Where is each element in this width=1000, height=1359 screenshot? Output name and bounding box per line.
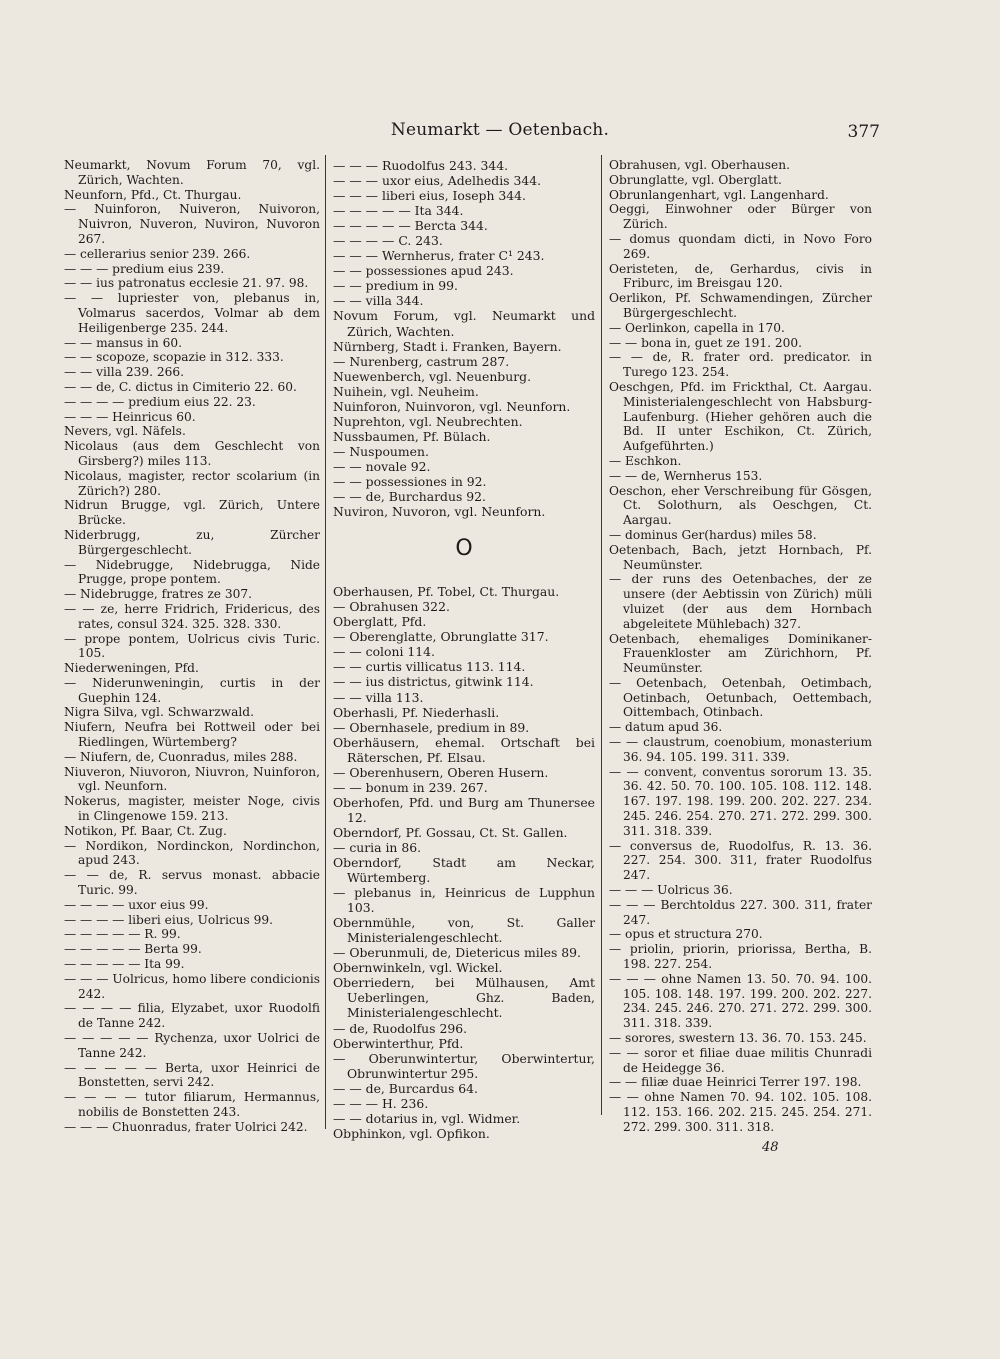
index-entry: Oetenbach, ehemaliges Dominikaner-Frauenkloster am Zürichhorn, Pf. Neumünster.	[609, 631, 872, 676]
index-entry: — — de, Burcardus 64.	[333, 1080, 478, 1096]
index-entry: — cellerarius senior 239. 266.	[64, 246, 251, 261]
signature-mark: 48	[762, 1140, 779, 1155]
index-entry: — priolin, priorin, priorissa, Bertha, B. 198. 227. 254.	[609, 942, 872, 972]
index-entry: — — — Uolricus 36.	[609, 883, 733, 898]
index-entry: — plebanus in, Heinricus de Lupphun 103.	[333, 885, 595, 916]
index-entry: Nevers, vgl. Näfels.	[64, 424, 186, 439]
index-entry: — — predium in 99.	[333, 278, 458, 294]
index-entry: — Niufern, de, Cuonradus, miles 288.	[64, 749, 298, 764]
index-entry: Nuewenberch, vgl. Neuenburg.	[333, 368, 532, 384]
index-entry: Nicolaus, magister, rector scolarium (in Zürich?) 280.	[64, 468, 320, 498]
index-entry: Oberriedern, bei Mülhausen, Amt Ueberlingen, Ghz. Baden, Ministerialengeschlecht.	[333, 975, 595, 1021]
running-header: Neumarkt — Oetenbach.	[390, 120, 610, 140]
index-entry: Nuprehton, vgl. Neubrechten.	[333, 413, 523, 429]
column-divider	[325, 155, 326, 1129]
index-entry: Oeschgen, Pfd. im Frickthal, Ct. Aargau. Ministerialengeschlecht von Habsburg-Laufenburg. (Hieher gehören auch die Bd. II unter Eschikon, Ct. Zürich, Aufgeführten.)	[609, 379, 872, 454]
index-entry: Nigra Silva, vgl. Schwarzwald.	[64, 705, 254, 720]
index-entry: Oerlikon, Pf. Schwamendingen, Zürcher Bürgergeschlecht.	[609, 291, 872, 320]
index-entry: Oberhofen, Pfd. und Burg am Thunersee 12.	[333, 794, 595, 825]
index-entry: — Oetenbach, Oetenbah, Oetimbach, Oetinbach, Oetunbach, Oettembach, Oittembach, Otinbach.	[609, 675, 872, 720]
index-entry: — — de, Wernherus 153.	[609, 468, 763, 483]
index-entry: — Oerlinkon, capella in 170.	[609, 320, 785, 335]
index-entry: Nussbaumen, Pf. Bülach.	[333, 428, 491, 444]
index-entry: — Eschkon.	[609, 453, 682, 468]
index-entry: — Nidebrugge, Nidebrugga, Nide Prugge, prope pontem.	[64, 557, 320, 587]
index-entry: Niderbrugg, zu, Zürcher Bürgergeschlecht.	[64, 527, 320, 557]
index-entry: Nuinforon, Nuinvoron, vgl. Neunforn.	[333, 398, 571, 414]
index-entry: — — — — — R. 99.	[64, 927, 181, 942]
index-column-2	[333, 158, 595, 1141]
index-entry: — dominus Ger(hardus) miles 58.	[609, 527, 817, 542]
index-entry: — — — — filia, Elyzabet, uxor Ruodolfi de Tanne 242.	[64, 1001, 320, 1031]
entry-list	[333, 584, 595, 1141]
index-entry: — sorores, swestern 13. 36. 70. 153. 245.	[609, 1031, 867, 1046]
index-entry: Obernmühle, von, St. Galler Ministerialengeschlecht.	[333, 915, 595, 946]
index-entry: — — — ohne Namen 13. 50. 70. 94. 100. 105. 108. 148. 197. 199. 200. 202. 227. 234. 245. 246. 270. 271. 272. 299. 300. 311. 318. 339.	[609, 971, 872, 1031]
index-entry: Oberhausen, Pf. Tobel, Ct. Thurgau.	[333, 584, 560, 600]
index-entry: — — novale 92.	[333, 458, 431, 474]
index-entry: — Oberunwintertur, Oberwintertur, Obrunwintertur 295.	[333, 1050, 595, 1081]
index-entry: Obrunglatte, vgl. Oberglatt.	[609, 172, 782, 187]
index-entry: — — de, C. dictus in Cimiterio 22. 60.	[64, 379, 297, 394]
index-entry: — Nuspoumen.	[333, 443, 429, 459]
index-entry: — — — liberi eius, Ioseph 344.	[333, 188, 526, 204]
index-entry: — — de, Burchardus 92.	[333, 489, 486, 505]
index-entry: Oetenbach, Bach, jetzt Hornbach, Pf. Neumünster.	[609, 542, 872, 572]
index-entry: — — — — liberi eius, Uolricus 99.	[64, 912, 274, 927]
index-entry: — domus quondam dicti, in Novo Foro 269.	[609, 231, 872, 261]
index-entry: — — lupriester von, plebanus in, Volmarus sacerdos, Volmar ab dem Heiligenberge 235. 244.	[64, 291, 320, 335]
index-entry: — — — — predium eius 22. 23.	[64, 394, 256, 409]
section-letter: O	[455, 536, 473, 562]
index-entry: Obernwinkeln, vgl. Wickel.	[333, 960, 503, 976]
index-entry: — — — Ruodolfus 243. 344.	[333, 158, 509, 173]
index-entry: Oberhäusern, ehemal. Ortschaft bei Räterschen, Pf. Elsau.	[333, 734, 595, 765]
index-entry: — — — uxor eius, Adelhedis 344.	[333, 173, 542, 189]
index-column-3	[609, 158, 872, 1135]
index-entry: — conversus de, Ruodolfus, R. 13. 36. 227. 254. 300. 311, frater Ruodolfus 247.	[609, 838, 872, 883]
index-entry: Oberhasli, Pf. Niederhasli.	[333, 704, 500, 720]
index-entry: — — curtis villicatus 113. 114.	[333, 659, 526, 675]
index-entry: — de, Ruodolfus 296.	[333, 1020, 468, 1036]
index-entry: Nidrun Brugge, vgl. Zürich, Untere Brücke.	[64, 498, 320, 528]
index-entry: Oberndorf, Pf. Gossau, Ct. St. Gallen.	[333, 824, 568, 840]
index-entry: — Nuinforon, Nuiveron, Nuivoron, Nuivron, Nuveron, Nuviron, Nuvoron 267.	[64, 202, 320, 246]
index-entry: Niufern, Neufra bei Rottweil oder bei Riedlingen, Würtemberg?	[64, 720, 320, 750]
index-entry: — — mansus in 60.	[64, 335, 183, 350]
index-entry: — — — Heinricus 60.	[64, 409, 196, 424]
index-entry: — Obernhasele, predium in 89.	[333, 719, 530, 735]
entry-list	[64, 158, 320, 1135]
index-entry: Novum Forum, vgl. Neumarkt und Zürich, Wachten.	[333, 308, 595, 339]
index-entry: — — soror et filiae duae militis Chunradi de Heidegge 36.	[609, 1045, 872, 1075]
index-entry: Nuihein, vgl. Neuheim.	[333, 383, 479, 399]
index-entry: — — — — tutor filiarum, Hermannus, nobilis de Bonstetten 243.	[64, 1090, 320, 1119]
index-entry: — Nordikon, Nordinckon, Nordinchon, apud 243.	[64, 838, 320, 868]
index-entry: — — — — C. 243.	[333, 233, 443, 249]
index-entry: — Oberunmuli, de, Dietericus miles 89.	[333, 945, 581, 961]
index-entry: — curia in 86.	[333, 839, 422, 855]
page-number: 377	[847, 122, 880, 142]
entry-list	[609, 158, 872, 1135]
index-entry: — der runs des Oetenbaches, der ze unsere (der Aebtissin von Zürich) müli vluizet (der aus dem Hornbach abgeleitete Mühlebach) 327.	[609, 572, 872, 631]
index-entry: — Oberenglatte, Obrunglatte 317.	[333, 629, 549, 645]
index-entry: — — de, R. servus monast. abbacie Turic. 99.	[64, 868, 320, 898]
index-entry: — Oberenhusern, Oberen Husern.	[333, 764, 549, 780]
index-entry: — — ius patronatus ecclesie 21. 97. 98.	[64, 276, 309, 291]
index-entry: Obphinkon, vgl. Opfikon.	[333, 1125, 490, 1141]
index-entry: Notikon, Pf. Baar, Ct. Zug.	[64, 823, 227, 838]
index-entry: — — — predium eius 239.	[64, 261, 225, 276]
index-entry: — — ius districtus, gitwink 114.	[333, 674, 534, 690]
index-entry: — — claustrum, coenobium, monasterium 36. 94. 105. 199. 311. 339.	[609, 735, 872, 764]
index-column-1	[64, 158, 320, 1135]
index-entry: — — bonum in 239. 267.	[333, 779, 488, 795]
index-entry: Obrahusen, vgl. Oberhausen.	[609, 158, 790, 172]
index-entry: — — — H. 236.	[333, 1095, 429, 1111]
index-entry: — — coloni 114.	[333, 644, 435, 660]
index-entry: — — ze, herre Fridrich, Fridericus, des rates, consul 324. 325. 328. 330.	[64, 601, 320, 631]
index-entry: Niederweningen, Pfd.	[64, 661, 199, 676]
index-entry: Nürnberg, Stadt i. Franken, Bayern.	[333, 338, 562, 354]
index-entry: — — dotarius in, vgl. Widmer.	[333, 1110, 521, 1126]
index-entry: — — villa 344.	[333, 293, 424, 309]
index-entry: — — — — uxor eius 99.	[64, 897, 209, 912]
index-entry: — — — — — Berta, uxor Heinrici de Bonstetten, servi 242.	[64, 1060, 320, 1090]
index-entry: — — villa 239. 266.	[64, 365, 184, 380]
index-entry: Neunforn, Pfd., Ct. Thurgau.	[64, 187, 242, 202]
index-entry: — Obrahusen 322.	[333, 599, 450, 615]
index-entry: — datum apud 36.	[609, 720, 723, 735]
index-entry: — — bona in, guet ze 191. 200.	[609, 335, 803, 350]
index-entry: Oeggi, Einwohner oder Bürger von Zürich.	[609, 202, 872, 232]
index-entry: Oberwinterthur, Pfd.	[333, 1035, 464, 1051]
index-entry: — — — Uolricus, homo libere condicionis 242.	[64, 971, 320, 1001]
column-divider	[601, 155, 602, 1115]
index-entry: — — — — — Ita 344.	[333, 203, 464, 219]
index-entry: Niuveron, Niuvoron, Niuvron, Nuinforon, vgl. Neunforn.	[64, 764, 320, 794]
index-entry: — Nurenberg, castrum 287.	[333, 353, 510, 369]
index-entry: — — de, R. frater ord. predicator. in Turego 123. 254.	[609, 350, 872, 380]
index-entry: — — scopoze, scopazie in 312. 333.	[64, 350, 284, 365]
index-entry: — — — — — Ita 99.	[64, 957, 185, 972]
index-entry: — — villa 113.	[333, 689, 424, 705]
entry-list	[333, 158, 595, 519]
index-entry: — prope pontem, Uolricus civis Turic. 105.	[64, 631, 320, 661]
index-entry: — — — Chuonradus, frater Uolrici 242.	[64, 1119, 308, 1134]
index-entry: — Niderunweningin, curtis in der Guephin 124.	[64, 675, 320, 705]
index-entry: — — possessiones apud 243.	[333, 263, 514, 279]
index-entry: Oeschon, eher Verschreibung für Gösgen, Ct. Solothurn, als Oeschgen, Ct. Aargau.	[609, 483, 872, 528]
index-entry: — — possessiones in 92.	[333, 473, 487, 489]
index-entry: — — — Berchtoldus 227. 300. 311, frater 247.	[609, 897, 872, 927]
index-entry: Nuviron, Nuvoron, vgl. Neunforn.	[333, 504, 546, 520]
index-entry: Nicolaus (aus dem Geschlecht von Girsberg?) miles 113.	[64, 439, 320, 468]
index-entry: Neumarkt, Novum Forum 70, vgl. Zürich, Wachten.	[64, 158, 320, 187]
index-entry: — — — — — Berta 99.	[64, 942, 202, 957]
index-entry: — — — — — Rychenza, uxor Uolrici de Tanne 242.	[64, 1031, 320, 1060]
index-entry: — — ohne Namen 70. 94. 102. 105. 108. 112. 153. 166. 202. 215. 245. 254. 271. 272. 299. 300. 311. 318.	[609, 1090, 872, 1134]
index-entry: — opus et structura 270.	[609, 927, 763, 942]
index-entry: — — — — — Bercta 344.	[333, 218, 488, 234]
index-entry: — Nidebrugge, fratres ze 307.	[64, 587, 252, 602]
index-entry: Oberglatt, Pfd.	[333, 614, 427, 630]
index-entry: Oberndorf, Stadt am Neckar, Würtemberg.	[333, 855, 595, 886]
index-entry: — — convent, conventus sororum 13. 35. 36. 42. 50. 70. 100. 105. 108. 112. 148. 167. 197. 198. 199. 200. 202. 227. 234. 245. 246. 254. 270. 271. 272. 299. 300. 311. 318. 339.	[609, 764, 872, 838]
index-entry: Obrunlangenhart, vgl. Langenhard.	[609, 187, 829, 202]
index-entry: Nokerus, magister, meister Noge, civis in Clingenowe 159. 213.	[64, 794, 320, 824]
index-entry: Oeristeten, de, Gerhardus, civis in Friburc, im Breisgau 120.	[609, 261, 872, 291]
index-entry: — — filiæ duae Heinrici Terrer 197. 198.	[609, 1075, 862, 1090]
index-entry: — — — Wernherus, frater C¹ 243.	[333, 248, 545, 264]
